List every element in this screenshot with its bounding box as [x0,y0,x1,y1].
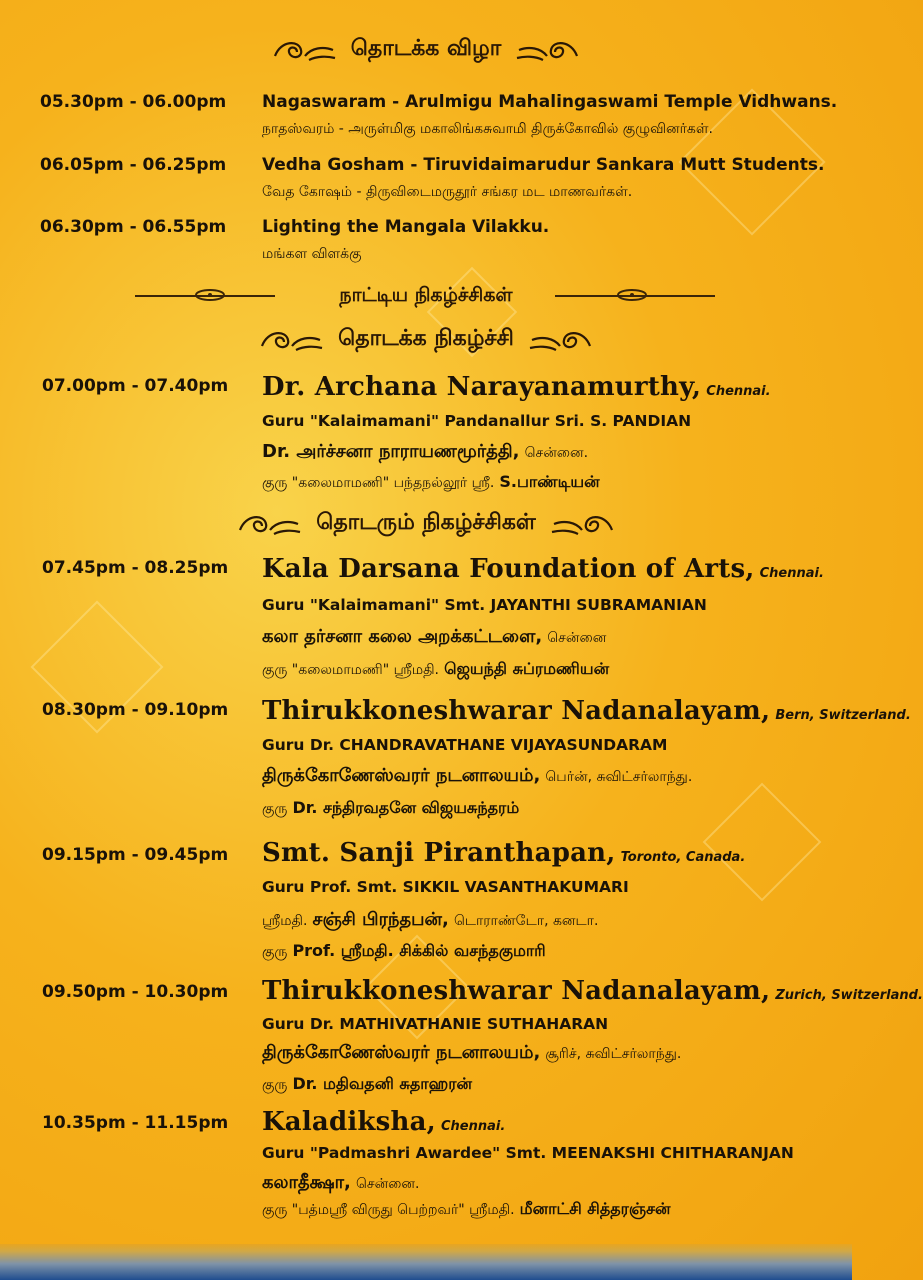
tamil-name-line [262,765,692,788]
tamil-guru-name: Dr. மதிவதனி சுதாஹரன் [292,1074,473,1093]
tamil-guru-line [262,1199,671,1220]
tamil-guru-line [262,1074,472,1095]
tamil-guru-prefix: குரு "கலைமாமணி" ஸ்ரீமதி. [262,662,440,678]
tamil-guru-name: Prof. ஸ்ரீமதி. சிக்கில் வசந்தகுமாரி [292,941,546,960]
tamil-guru-prefix: குரு [262,801,288,817]
swirl-ornament-icon [528,326,594,354]
time-slot: 05.30pm - 06.00pm [40,92,227,112]
footer-band [0,1244,852,1280]
item-title: Vedha Gosham - Tiruvidaimarudur Sankara Mutt Students. [262,155,825,175]
tamil-guru-line [262,472,600,493]
tamil-name-line [262,1172,419,1195]
performer-place: Bern, Switzerland. [775,708,911,723]
tamil-guru-prefix: குரு "கலைமாமணி" பந்தநல்லூர் ஸ்ரீ. [262,475,495,491]
performer-line [262,554,824,584]
tamil-guru-name: Dr. சந்திரவதனே விஜயசுந்தரம் [292,798,520,817]
heading-text: தொடரும் நிகழ்ச்சிகள் [316,510,536,535]
tamil-guru-line [262,798,519,819]
performer-name: Thirukkoneshwarar Nadanalayam, [262,976,771,1006]
tamil-name-line [262,1042,681,1065]
tamil-place: டொராண்டோ, கனடா. [453,913,599,929]
tamil-place: சென்னை [547,630,607,646]
tamil-guru-line [262,941,546,962]
tamil-name-line [262,909,598,932]
heading-text: தொடக்க நிகழ்ச்சி [338,326,514,351]
tamil-guru-prefix: குரு [262,944,288,960]
tamil-guru-prefix: குரு [262,1077,288,1093]
tamil-name: சஞ்சி பிரந்தபன், [312,909,449,930]
performer-name: Thirukkoneshwarar Nadanalayam, [262,696,771,726]
guru-line: Guru "Kalaimamani" Pandanallur Sri. S. PANDIAN [262,412,692,430]
tamil-name-prefix: ஸ்ரீமதி. [262,913,308,929]
tamil-name: Dr. அர்ச்சனா நாராயணமூர்த்தி, [262,441,520,462]
time-slot: 08.30pm - 09.10pm [42,700,229,720]
tamil-name: கலாதீக்ஷா, [262,1172,351,1193]
heading-continuing-programs [0,506,852,542]
tamil-name: திருக்கோணேஸ்வரர் நடனாலயம், [262,765,541,786]
performer-line [262,1107,505,1137]
tamil-place: சென்னை. [355,1176,420,1192]
item-tamil: நாதஸ்வரம் - அருள்மிகு மகாலிங்கசுவாமி திருக்கோவில் குழுவினர்கள். [262,121,713,137]
swirl-ornament-icon [550,510,616,538]
performer-place: Chennai. [706,384,771,399]
time-slot: 07.00pm - 07.40pm [42,376,229,396]
performer-line [262,372,771,402]
swirl-ornament-icon [258,326,324,354]
heading-text: நாட்டிய நிகழ்ச்சிகள் [339,283,513,306]
tamil-name: திருக்கோணேஸ்வரர் நடனாலயம், [262,1042,541,1063]
tamil-place: பெர்ன், சுவிட்சர்லாந்து. [545,769,693,785]
performer-place: Chennai. [759,566,824,581]
guru-line: Guru Dr. CHANDRAVATHANE VIJAYASUNDARAM [262,736,668,754]
swirl-ornament-icon [612,286,652,304]
tamil-place: சென்னை. [524,445,589,461]
time-slot: 09.15pm - 09.45pm [42,845,229,865]
item-title: Lighting the Mangala Vilakku. [262,217,550,237]
swirl-ornament-icon [271,36,337,64]
heading-opening-program [0,322,852,358]
heading-opening-festival [0,32,852,68]
heading-dance-programs [0,282,852,310]
performer-name: Kaladiksha, [262,1107,436,1137]
performer-place: Toronto, Canada. [620,850,746,865]
performer-name: Kala Darsana Foundation of Arts, [262,554,755,584]
performer-line [262,696,911,726]
tamil-name-line [262,441,588,464]
tamil-guru-name: ஜெயந்தி சுப்ரமணியன் [444,659,610,678]
time-slot: 06.30pm - 06.55pm [40,217,227,237]
performer-name: Smt. Sanji Piranthapan, [262,838,616,868]
time-slot: 09.50pm - 10.30pm [42,982,229,1002]
tamil-place: சூரிச், சுவிட்சர்லாந்து. [545,1046,682,1062]
time-slot: 10.35pm - 11.15pm [42,1113,229,1133]
guru-line: Guru "Padmashri Awardee" Smt. MEENAKSHI CHITHARANJAN [262,1144,794,1162]
performer-name: Dr. Archana Narayanamurthy, [262,372,702,402]
item-tamil: மங்கள விளக்கு [262,246,362,262]
guru-line: Guru "Kalaimamani" Smt. JAYANTHI SUBRAMANIAN [262,596,707,614]
performer-place: Zurich, Switzerland. [775,988,923,1003]
guru-line: Guru Dr. MATHIVATHANIE SUTHAHARAN [262,1015,609,1033]
tamil-name: கலா தர்சனா கலை அறக்கட்டளை, [262,626,543,647]
performer-place: Chennai. [440,1119,506,1134]
swirl-ornament-icon [515,36,581,64]
time-slot: 06.05pm - 06.25pm [40,155,227,175]
item-tamil: வேத கோஷம் - திருவிடைமருதூர் சங்கர மட மாணவர்கள். [262,184,633,200]
tamil-guru-line [262,659,609,680]
tamil-guru-prefix: குரு "பத்மஸ்ரீ விருது பெற்றவர்" ஸ்ரீமதி. [262,1202,515,1218]
tamil-guru-name: மீனாட்சி சித்தரஞ்சன் [519,1199,671,1218]
tamil-name-line [262,626,606,649]
time-slot: 07.45pm - 08.25pm [42,558,229,578]
performer-line [262,838,745,868]
guru-line: Guru Prof. Smt. SIKKIL VASANTHAKUMARI [262,878,629,896]
swirl-ornament-icon [236,510,302,538]
heading-text: தொடக்க விழா [350,36,502,61]
tamil-guru-name: S.பாண்டியன் [499,472,600,491]
performer-line [262,976,923,1006]
item-title: Nagaswaram - Arulmigu Mahalingaswami Temple Vidhwans. [262,92,838,112]
